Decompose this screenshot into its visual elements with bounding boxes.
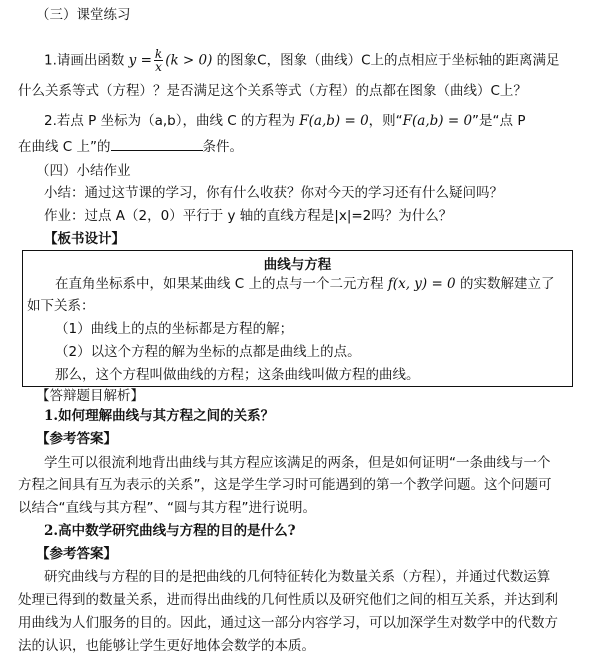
summary-text: 小结：通过这节课的学习，你有什么收获？你对今天的学习还有什么疑问吗？ [44, 185, 503, 201]
answer2-line4: 法的认识，也能够让学生更好地体会数学的本质。 [18, 638, 315, 654]
answer-question2: 2.高中数学研究曲线与方程的目的是什么? [44, 523, 296, 539]
question2-equation: F(a,b) = 0 [299, 113, 369, 129]
board-item1: （1）曲线上的点的坐标都是方程的解； [55, 321, 294, 337]
question1-func-cond: (k > 0) [165, 52, 213, 69]
reference-answer1-label: 【参考答案】 [36, 431, 117, 447]
section4-heading: （四）小结作业 [36, 163, 131, 179]
question2-equation-quoted: F(a,b) = 0 [402, 113, 473, 129]
question1-line1 [44, 48, 560, 73]
question1-fraction [154, 48, 163, 73]
board-equation: f(x, y) = 0 [387, 276, 456, 292]
answer-question1: 1.如何理解曲线与其方程之间的关系？ [44, 408, 275, 424]
homework-text: 作业：过点 A（2，0）平行于 y 轴的直线方程是|x|=2吗？为什么？ [44, 208, 453, 224]
question2-mid: ，则“ [368, 113, 403, 129]
question1-prefix: 1.请画出函数 [44, 52, 129, 69]
answer2-line3: 用曲线为人们服务的目的。因此，通过这一部分内容学习，可以加深学生对数学中的代数方 [18, 615, 558, 631]
answer2-line2: 处理已得到的数量关系，进而得出曲线的几何性质以及研究他们之间的相互关系，并达到利 [18, 592, 558, 608]
board-line1-suffix: 的实数解建立了 [455, 276, 555, 292]
answer1-line2: 方程之间具有互为表示的关系”，这是学生学习时可能遇到的第一个教学问题。这个问题可 [18, 477, 552, 493]
answer2-line1: 研究曲线与方程的目的是把曲线的几何特征转化为数量关系（方程），并通过代数运算 [44, 569, 551, 585]
question1-func-lhs: y = [128, 52, 152, 69]
board-line1-prefix: 在直角坐标系中，如果某曲线 C 上的点与一个二元方程 [55, 276, 388, 292]
section3-heading: （三）课堂练习 [36, 7, 131, 23]
board-design-box [22, 250, 573, 387]
question2-line2-suffix: 条件。 [202, 139, 244, 155]
question2-line2-prefix: 在曲线 C 上”的 [18, 139, 111, 155]
fraction-numerator: k [154, 47, 163, 61]
question2-line2 [18, 138, 243, 156]
question1-line2: 什么关系等式（方程）？是否满足这个关系等式（方程）的点都在图象（曲线）C上？ [18, 83, 527, 99]
board-line2: 如下关系： [27, 298, 95, 314]
answer1-line1: 学生可以很流利地背出曲线与其方程应该满足的两条，但是如何证明“一条曲线与一个 [44, 455, 551, 471]
question2-line1 [44, 112, 525, 130]
fraction-denominator: x [155, 60, 162, 74]
answers-label: 【答辩题目解析】 [36, 388, 144, 404]
board-line1 [55, 275, 554, 293]
board-title: 曲线与方程 [263, 257, 332, 273]
question2-suffix: ”是“点 P [472, 113, 526, 129]
board-item2: （2）以这个方程的解为坐标的点都是曲线上的点。 [55, 344, 361, 360]
board-conclusion: 那么，这个方程叫做曲线的方程；这条曲线叫做方程的曲线。 [55, 367, 420, 383]
answer-blank [111, 138, 203, 151]
answer1-line3: 以结合“直线与其方程”、“圆与其方程”进行说明。 [18, 500, 316, 516]
question1-suffix: 的图象C，图象（曲线）C上的点相应于坐标轴的距离满足 [212, 52, 560, 69]
reference-answer2-label: 【参考答案】 [36, 546, 117, 562]
board-design-label: 【板书设计】 [44, 231, 125, 247]
question2-prefix: 2.若点 P 坐标为（a,b），曲线 C 的方程为 [44, 113, 300, 129]
